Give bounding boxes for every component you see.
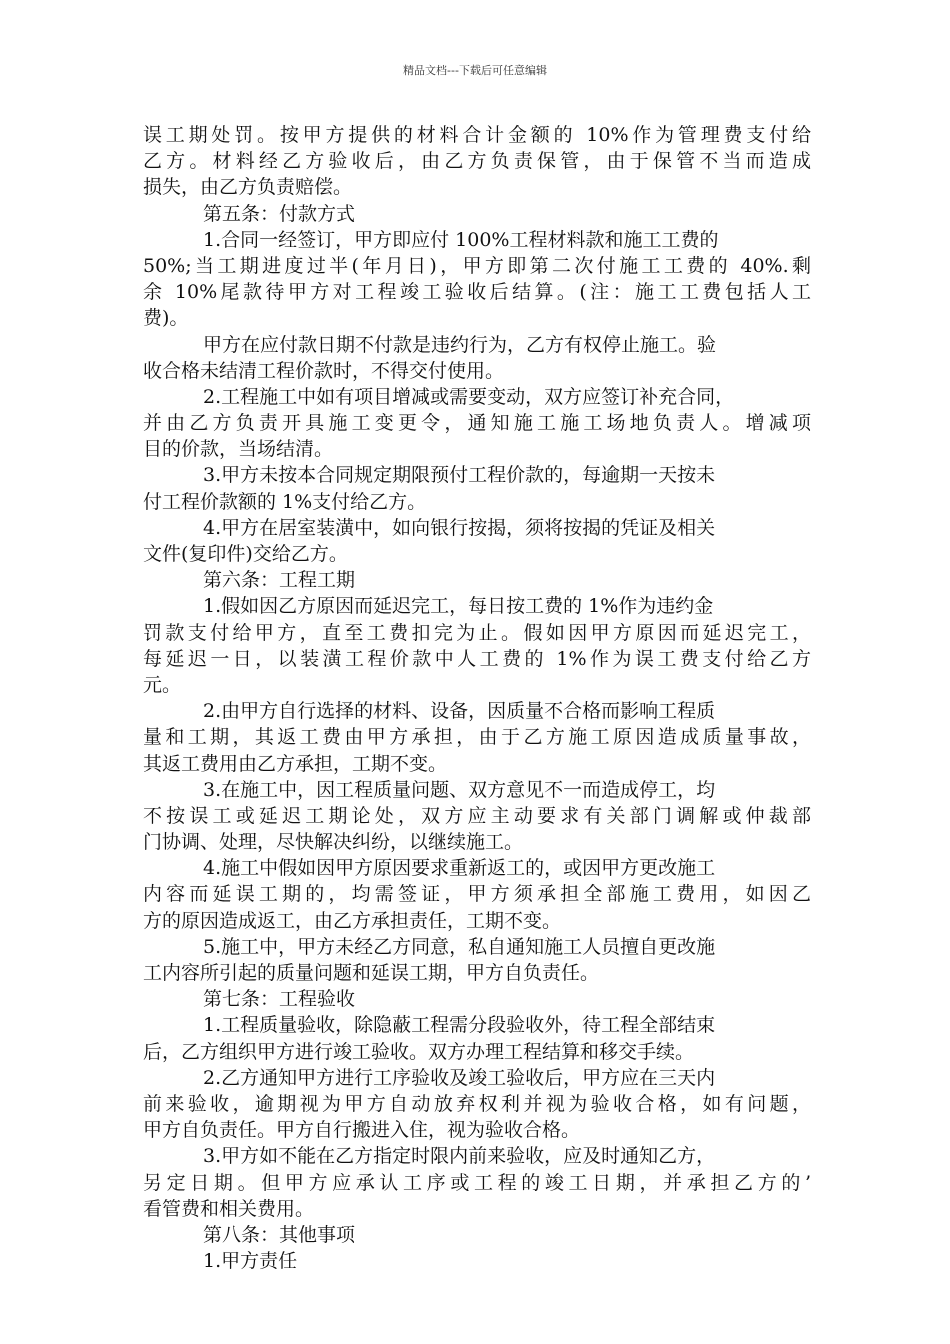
text-line: 2.工程施工中如有项目增减或需要变动，双方应签订补充合同， bbox=[203, 385, 735, 408]
text-line: 另定日期。但甲方应承认工序或工程的竣工日期，并承担乙方的’ bbox=[143, 1171, 811, 1194]
text-line: 前来验收，逾期视为甲方自动放弃权利并视为验收合格，如有问题， bbox=[143, 1092, 811, 1115]
text-line: 罚款支付给甲方，直至工费扣完为止。假如因甲方原因而延迟完工， bbox=[143, 621, 811, 644]
text-line: 后，乙方组织甲方进行竣工验收。双方办理工程结算和移交手续。 bbox=[143, 1040, 695, 1063]
text-line: 甲方自负责任。甲方自行搬进入住，视为验收合格。 bbox=[143, 1119, 581, 1142]
text-line: 方的原因造成返工，由乙方承担责任，工期不变。 bbox=[143, 909, 562, 932]
text-line: 元。 bbox=[143, 673, 182, 696]
text-line: 目的价款，当场结清。 bbox=[143, 438, 334, 461]
text-line: 4.施工中假如因甲方原因要求重新返工的，或因甲方更改施工 bbox=[203, 857, 716, 880]
text-line: 费)。 bbox=[143, 307, 189, 330]
text-line: 看管费和相关费用。 bbox=[143, 1197, 315, 1220]
text-line: 每延迟一日，以装潢工程价款中人工费的 1%作为误工费支付给乙方 bbox=[143, 647, 811, 670]
text-line: 损失，由乙方负责赔偿。 bbox=[143, 176, 353, 199]
document-body bbox=[143, 122, 811, 1274]
text-line: 3.在施工中，因工程质量问题、双方意见不一而造成停工，均 bbox=[203, 778, 716, 801]
page-header: 精品文档---下载后可任意编辑 bbox=[403, 64, 547, 77]
text-line: 2.由甲方自行选择的材料、设备，因质量不合格而影响工程质 bbox=[203, 700, 716, 723]
text-line: 1.假如因乙方原因而延迟完工，每日按工费的 1%作为违约金 bbox=[203, 595, 714, 618]
text-line: 甲方在应付款日期不付款是违约行为，乙方有权停止施工。验 bbox=[203, 333, 717, 356]
text-line: 文件(复印件)交给乙方。 bbox=[143, 543, 348, 565]
text-line: 1.工程质量验收，除隐蔽工程需分段验收外，待工程全部结束 bbox=[203, 1014, 716, 1037]
text-line: 不按误工或延迟工期论处，双方应主动要求有关部门调解或仲裁部 bbox=[143, 804, 811, 827]
text-line: 门协调、处理，尽快解决纠纷，以继续施工。 bbox=[143, 831, 524, 854]
text-line: 付工程价款额的 1%支付给乙方。 bbox=[143, 490, 427, 513]
text-line: 1.合同一经签订，甲方即应付 100%工程材料款和施工工费的 bbox=[203, 228, 719, 251]
text-line: 工内容所引起的质量问题和延误工期，甲方自负责任。 bbox=[143, 962, 600, 984]
text-line: 误工期处罚。按甲方提供的材料合计金额的 10%作为管理费支付给 bbox=[143, 124, 811, 146]
text-line: 第八条：其他事项 bbox=[203, 1223, 356, 1246]
text-line: 3.甲方如不能在乙方指定时限内前来验收，应及时通知乙方， bbox=[203, 1145, 716, 1168]
text-line: 2.乙方通知甲方进行工序验收及竣工验收后，甲方应在三天内 bbox=[203, 1066, 716, 1089]
text-line: 余 10%尾款待甲方对工程竣工验收后结算。(注：施工工费包括人工 bbox=[143, 281, 811, 304]
text-line: 内容而延误工期的，均需签证，甲方须承担全部施工费用，如因乙 bbox=[143, 883, 811, 906]
text-line: 50%;当工期进度过半(年月日)，甲方即第二次付施工工费的 40%.剩 bbox=[143, 254, 811, 277]
text-line: 其返工费用由乙方承担，工期不变。 bbox=[143, 752, 448, 775]
text-line: 乙方。材料经乙方验收后，由乙方负责保管，由于保管不当而造成 bbox=[143, 150, 811, 173]
text-line: 第五条：付款方式 bbox=[203, 202, 356, 225]
text-line: 第七条：工程验收 bbox=[203, 988, 356, 1011]
text-line: 3.甲方未按本合同规定期限预付工程价款的，每逾期一天按未 bbox=[203, 464, 716, 487]
text-line: 5.施工中，甲方未经乙方同意，私自通知施工人员擅自更改施 bbox=[203, 935, 716, 958]
text-line: 收合格未结清工程价款时，不得交付使用。 bbox=[143, 359, 505, 382]
text-line: 量和工期，其返工费由甲方承担，由于乙方施工原因造成质量事故， bbox=[143, 726, 811, 749]
text-line: 4.甲方在居室装潢中，如向银行按揭，须将按揭的凭证及相关 bbox=[203, 516, 716, 539]
text-line: 并由乙方负责开具施工变更令，通知施工施工场地负责人。增减项 bbox=[143, 412, 811, 435]
text-line: 第六条：工程工期 bbox=[203, 569, 356, 592]
text-line: 1.甲方责任 bbox=[203, 1250, 298, 1273]
